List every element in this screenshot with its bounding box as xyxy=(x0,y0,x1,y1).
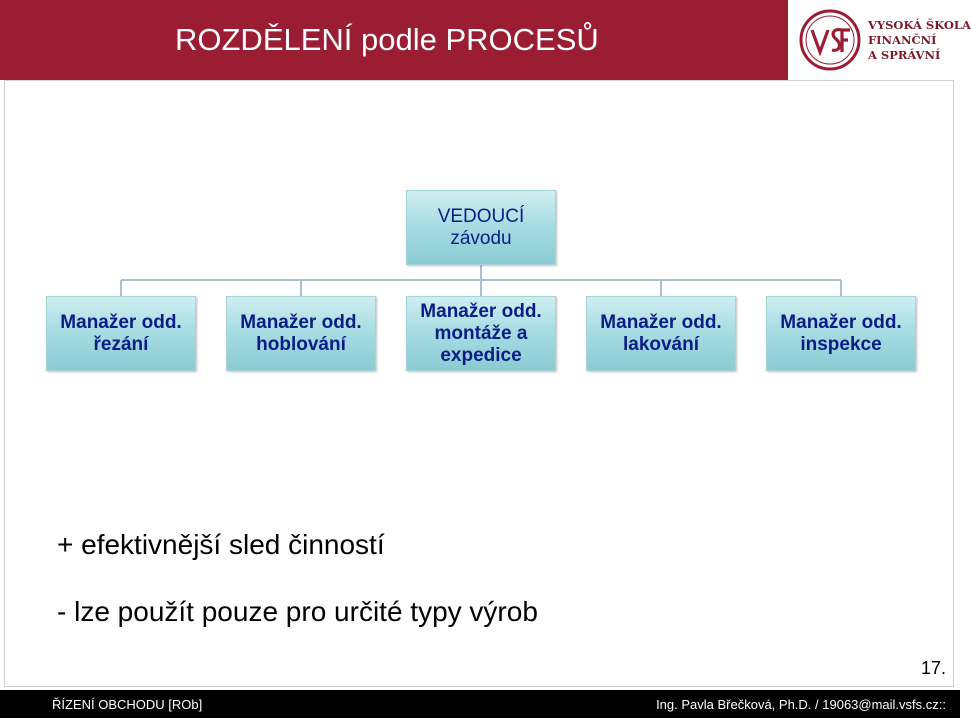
footer-course: ŘÍZENÍ OBCHODU [ROb] xyxy=(52,697,203,712)
slide-footer xyxy=(0,690,960,718)
logo-line-1: VYSOKÁ ŠKOLA xyxy=(868,18,971,32)
org-node-montaze: Manažer odd. montáže a expedice xyxy=(406,296,556,371)
logo-line-3: A SPRÁVNÍ xyxy=(868,48,941,62)
org-node-rezani: Manažer odd. řezání xyxy=(46,296,196,371)
bullet-limitation: - lze použít pouze pro určité typy výrob xyxy=(57,596,538,627)
page-number: 17. xyxy=(920,658,946,678)
org-node-hoblovani: Manažer odd. hoblování xyxy=(226,296,376,371)
footer-author: Ing. Pavla Břečková, Ph.D. / 19063@mail.vsfs.cz:: xyxy=(656,697,946,712)
slide-title: ROZDĚLENÍ podle PROCESŮ xyxy=(175,22,599,57)
org-node-lakovani: Manažer odd. lakování xyxy=(586,296,736,371)
logo-line-2: FINANČNÍ xyxy=(868,33,937,47)
org-node-root: VEDOUCÍ závodu xyxy=(406,190,556,265)
bullet-advantage: + efektivnější sled činností xyxy=(57,529,385,560)
org-node-inspekce: Manažer odd. inspekce xyxy=(766,296,916,371)
